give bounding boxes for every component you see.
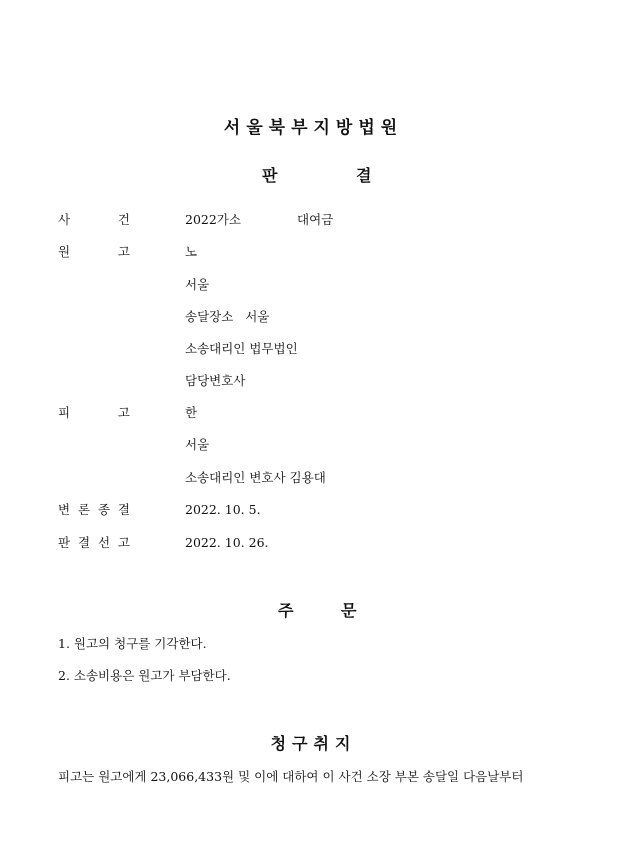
judgment-date: 2022. 10. 26. (185, 535, 269, 550)
case-title: 대여금 (297, 212, 334, 227)
claim-text: 피고는 원고에게 23,066,433원 및 이에 대하여 이 사건 소장 부본 송달일 다음날부터 (58, 769, 524, 784)
order-heading-char-1: 주 (278, 601, 294, 620)
claim-heading: 청구취지 (270, 734, 357, 753)
order-heading-char-2: 문 (341, 601, 357, 620)
plaintiff-service-address: 송달장소 서울 (185, 309, 270, 324)
plaintiff-address: 서울 (185, 277, 210, 292)
plaintiff-attorney: 담당변호사 (185, 373, 246, 388)
closing-date-label: 변 론 종 결 (58, 502, 130, 517)
order-item-2: 2. 소송비용은 원고가 부담한다. (58, 668, 231, 683)
defendant-name: 한 (185, 405, 198, 420)
defendant-agent: 소송대리인 변호사 김용대 (185, 470, 326, 485)
closing-date: 2022. 10. 5. (185, 502, 261, 517)
order-item-1: 1. 원고의 청구를 기각한다. (58, 636, 207, 651)
plaintiff-name: 노 (185, 244, 198, 259)
defendant-label: 피 고 (58, 405, 130, 420)
court-name: 서울북부지방법원 (223, 118, 404, 138)
case-label: 사 건 (58, 212, 130, 227)
plaintiff-label: 원 고 (58, 244, 130, 259)
plaintiff-agent: 소송대리인 법무법인 (185, 341, 298, 356)
defendant-address: 서울 (185, 437, 210, 452)
judgment-date-label: 판 결 선 고 (58, 535, 130, 550)
doc-type-char-2: 결 (356, 166, 372, 185)
case-number: 2022가소 (185, 212, 241, 227)
doc-type-char-1: 판 (262, 166, 278, 185)
